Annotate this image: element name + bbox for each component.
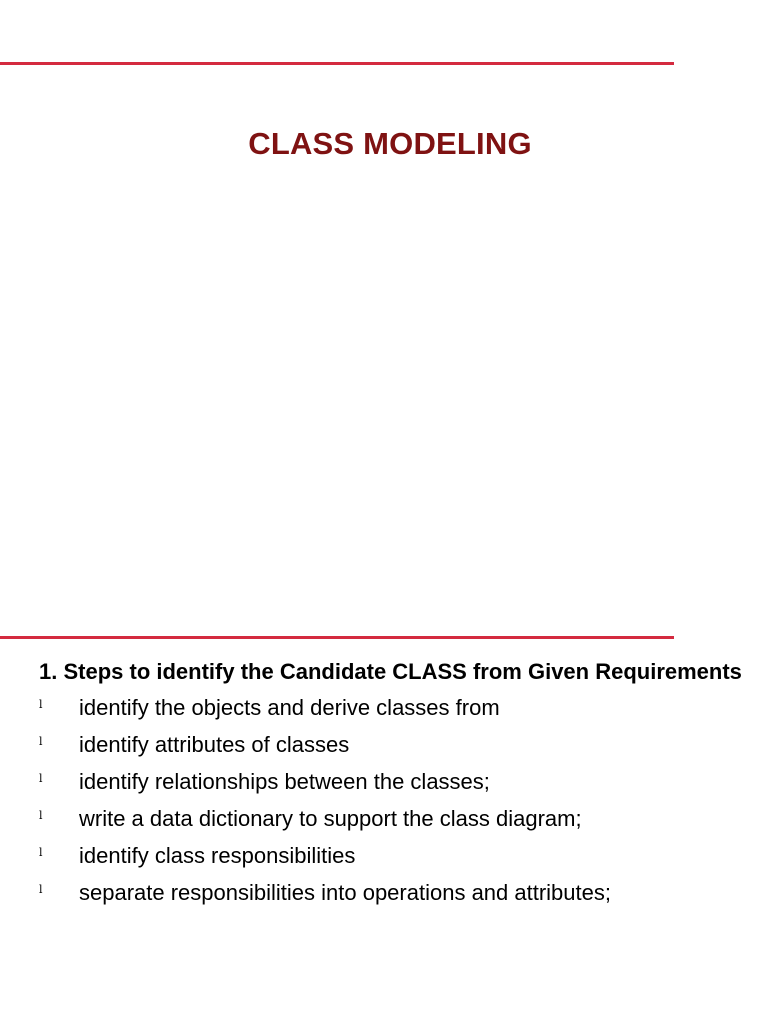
heading-text: Steps to identify the Candidate CLASS from Given Requirements	[63, 659, 742, 684]
slide-title: CLASS MODELING	[248, 126, 532, 161]
slide-content	[39, 656, 754, 911]
bullet-text: write a data dictionary to support the class diagram;	[79, 806, 582, 831]
list-item	[39, 837, 754, 874]
list-item	[39, 800, 754, 837]
bullet-text: identify class responsibilities	[79, 843, 356, 868]
list-item	[39, 726, 754, 763]
list-item	[39, 874, 754, 911]
bullet-marker: l	[39, 698, 43, 711]
list-item	[39, 763, 754, 800]
heading-number: 1.	[39, 659, 58, 684]
bottom-divider	[0, 636, 674, 639]
bullet-text: identify the objects and derive classes from	[79, 695, 500, 720]
section-heading	[39, 656, 754, 687]
bullet-marker: l	[39, 846, 43, 859]
bullet-text: identify attributes of classes	[79, 732, 350, 757]
list-item	[39, 689, 754, 726]
bullet-marker: l	[39, 883, 43, 896]
bullet-marker: l	[39, 809, 43, 822]
bullet-list	[39, 689, 754, 911]
bullet-marker: l	[39, 772, 43, 785]
top-divider	[0, 62, 674, 65]
bullet-marker: l	[39, 735, 43, 748]
bullet-text: separate responsibilities into operations and attributes;	[79, 880, 611, 905]
bullet-text: identify relationships between the classes;	[79, 769, 490, 794]
